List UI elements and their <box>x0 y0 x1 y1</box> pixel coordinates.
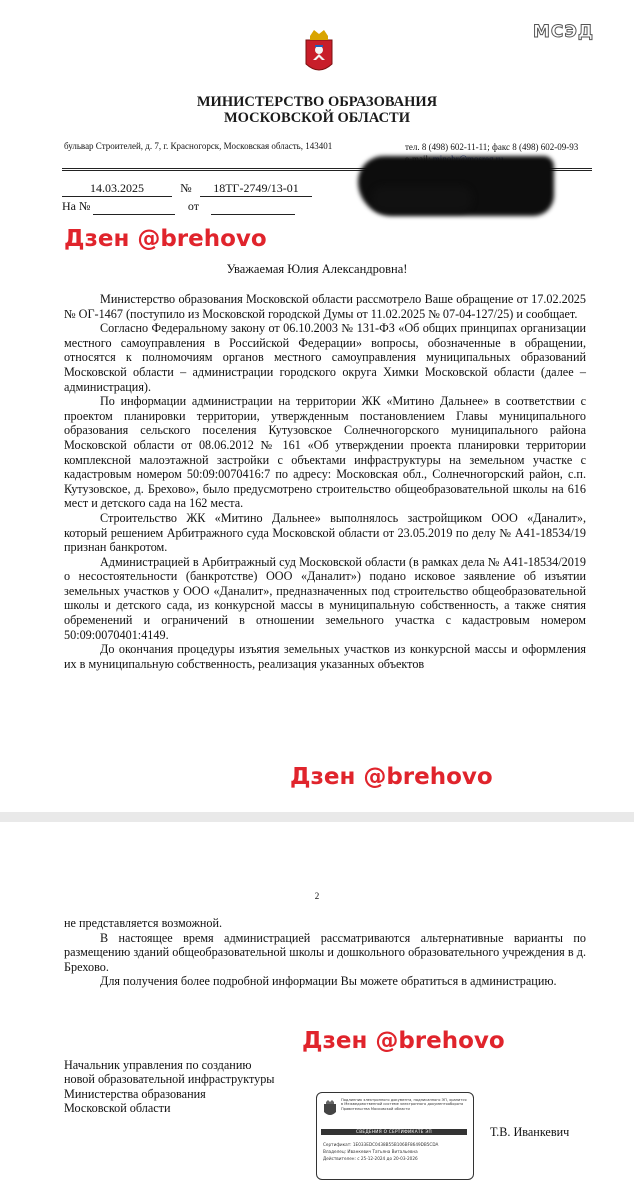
watermark-bottom: Дзен @brehovo <box>302 1028 505 1054</box>
redacted-addressee-extra <box>372 186 472 212</box>
signer-name: Т.В. Иванкевич <box>490 1125 570 1139</box>
continuation-line: не представляется возможной. <box>64 916 223 930</box>
paragraph: До окончания процедуры изъятия земельных участков из конкурсной массы и оформления их в муниципальную собственность, реализация указанных объектов <box>64 642 586 671</box>
ecp-valid: Действителен: с 25-12-2024 до 20-03-2026 <box>323 1156 418 1161</box>
signer-line: Московской области <box>64 1101 171 1116</box>
from-label: от <box>187 199 199 213</box>
paragraph: По информации администрации на территории ЖК «Митино Дальнее» в соответствии с проектом планировки территории, утвержденным постановлением Главы муниципального образования сельского поселения Кутузовское Солнечногорского муниципального района Московской области от 08.06.2012 № 161 «Об утверждении проекта планировки территории комплексной малоэтажной застройки с объектами инфраструктуры на земельном участке с кадастровым номером 50:09:0070416:7 по адресу: Московская обл., Солнечногорский район, с.п. Кутузовское, д. Брехово», было предусмотрено строительство общеобразовательной школы на 616 мест и детского сада на 162 места. <box>64 394 586 511</box>
paragraph: Для получения более подробной информации Вы можете обратиться в администрацию. <box>100 974 557 989</box>
moscow-region-crest-icon <box>302 26 336 78</box>
watermark-top: Дзен @brehovo <box>64 226 267 252</box>
paragraph: Строительство ЖК «Митино Дальнее» выполнялось застройщиком ООО «Даналит», который решением Арбитражного суда Московской области от 23.05.2019 по делу № А41-18534/19 признан банкротом. <box>64 510 586 555</box>
outgoing-number: 18ТГ-2749/13-01 <box>200 181 312 197</box>
ecp-certificate-band: СВЕДЕНИЯ О СЕРТИФИКАТЕ ЭП <box>321 1129 467 1135</box>
electronic-signature-stamp <box>316 1092 474 1180</box>
signer-line: Министерства образования <box>64 1086 206 1101</box>
watermark-middle: Дзен @brehovo <box>290 764 493 790</box>
number-label: № <box>180 181 192 195</box>
page-number: 2 <box>314 891 320 901</box>
incoming-date-blank <box>211 199 295 215</box>
ecp-header-text: Подлинник электронного документа, подписанного ЭП, хранится в Межведомственной системе электронного документооборота Правительства Московской области <box>341 1098 467 1111</box>
ecp-owner: Владелец: Иванкевич Татьяна Витальевна <box>323 1149 418 1154</box>
outgoing-registration <box>62 181 312 197</box>
phone-fax: тел. 8 (498) 602-11-11; факс 8 (498) 602-09-93 <box>405 142 579 152</box>
paragraph: Администрацией в Арбитражный суд Московской области (в рамках дела № А41-18534/2019 о несостоятельности (банкротстве) ООО «Даналит») подано исковое заявление об изъятии земельных участков у ООО «Даналит», предназначенных под строительство общеобразовательной школы и детского сада, из конкурсной массы в муниципальную собственность, а также снятия обременений и ограничений в отношении земельного участка с кадастровым номером 50:09:0070401:4149. <box>64 554 586 642</box>
signer-position <box>64 1058 275 1116</box>
ministry-line-1: МИНИСТЕРСТВО ОБРАЗОВАНИЯ <box>196 94 438 110</box>
ecp-details <box>323 1141 438 1162</box>
ecp-certificate: Сертификат: 1E033EDC0438B55B106BF8649DB5CDA <box>323 1142 439 1147</box>
paragraph: Согласно Федеральному закону от 06.10.2003 № 131-ФЗ «Об общих принципах организации местного самоуправления в Российской Федерации» вопросы, обозначенные в обращении, относятся к полномочиям органов местного самоуправления муниципальных образований Московской области – администрации городского округа Химки Московской области (далее – администрация). <box>64 321 586 394</box>
incoming-registration <box>62 199 295 215</box>
ministry-line-2: МОСКОВСКОЙ ОБЛАСТИ <box>223 110 410 126</box>
paragraph: Министерство образования Московской области рассмотрело Ваше обращение от 17.02.2025 № ОГ-1467 (поступило из Московской городской Думы от 11.02.2025 № 07-04-127/25) и сообщает. <box>64 292 586 321</box>
msed-badge: МСЭД <box>532 22 594 42</box>
letter-page-2 <box>0 822 634 1200</box>
outgoing-date: 14.03.2025 <box>62 181 172 197</box>
paragraph: В настоящее время администрацией рассматриваются альтернативные варианты по размещению зданий общеобразовательной школы и дошкольного образовательного учреждения в д. Брехово. <box>64 930 586 974</box>
signer-line: Начальник управления по созданию <box>64 1058 252 1072</box>
incoming-label: На № <box>62 199 91 213</box>
greeting: Уважаемая Юлия Александровна! <box>226 262 408 276</box>
ministry-title <box>0 94 634 126</box>
incoming-number-blank <box>93 199 175 215</box>
letter-body-continued <box>64 916 586 989</box>
letter-body <box>64 292 586 671</box>
address: бульвар Строителей, д. 7, г. Красногорск, Московская область, 143401 <box>64 141 333 151</box>
signer-line: новой образовательной инфраструктуры <box>64 1072 275 1087</box>
coat-of-arms-icon <box>323 1100 337 1118</box>
